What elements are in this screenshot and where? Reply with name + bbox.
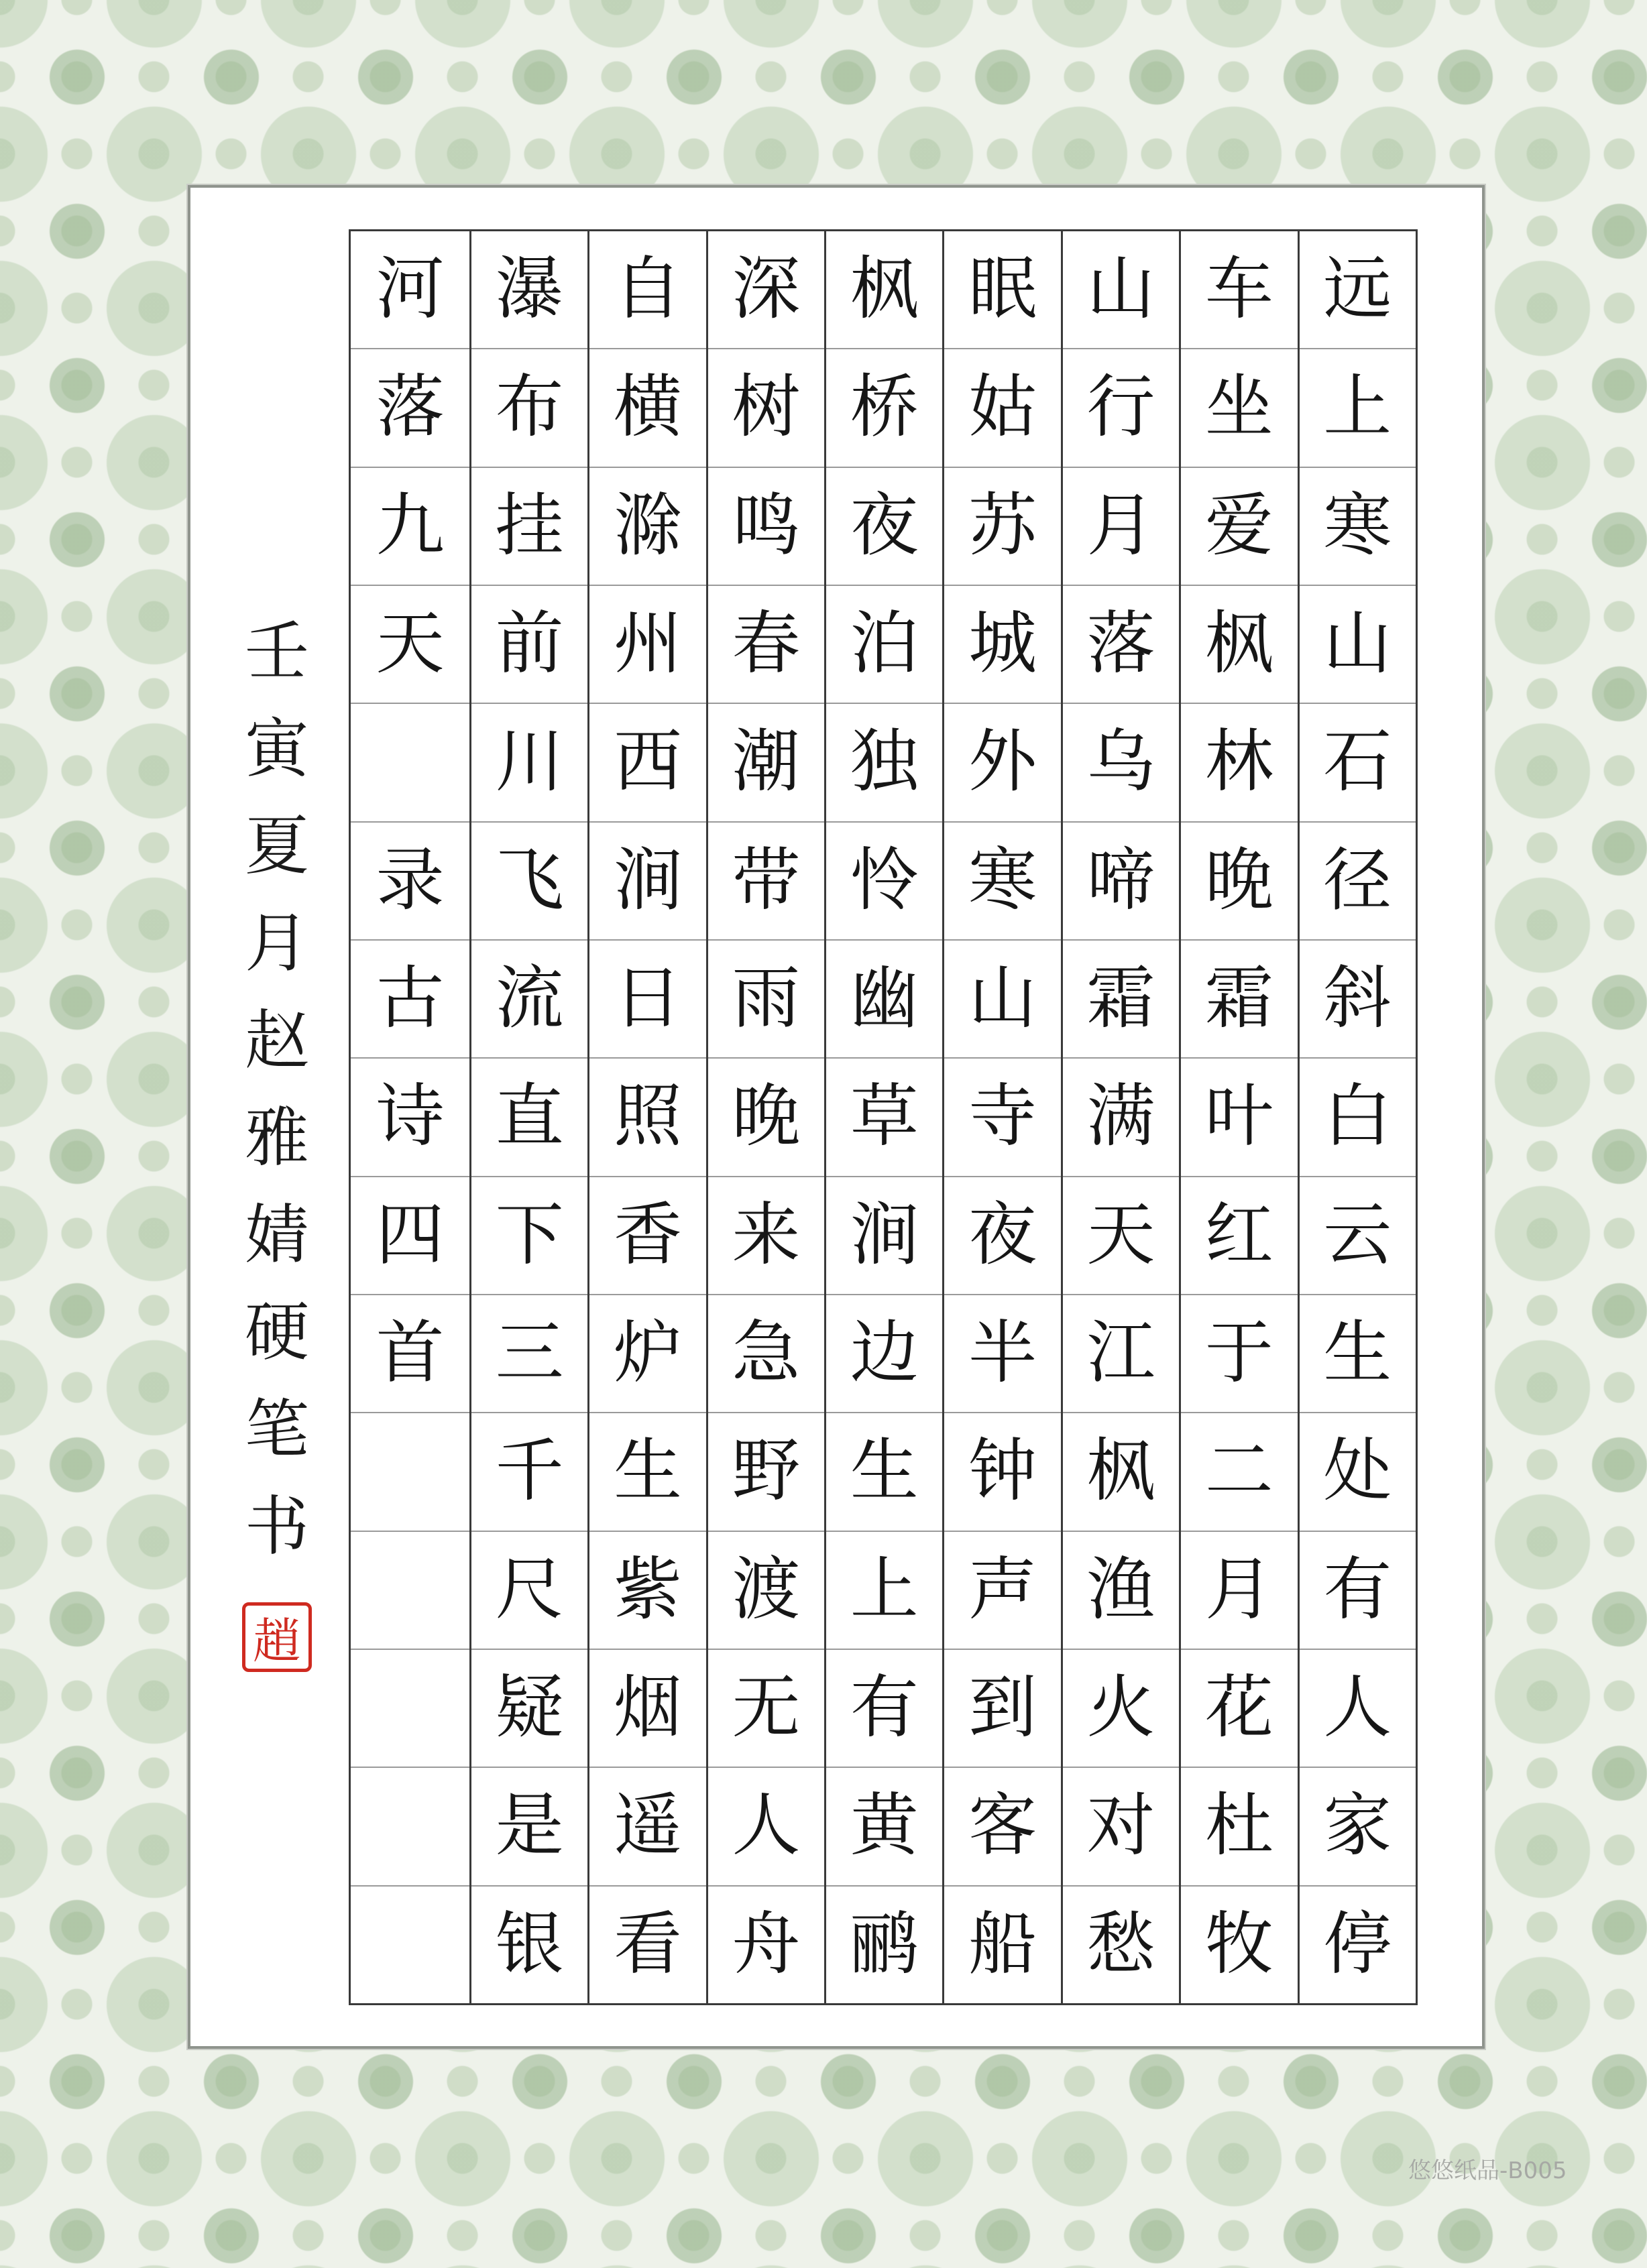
grid-cell: 车 (1204, 249, 1273, 330)
grid-cell: 舟 (708, 1885, 824, 2003)
grid-cell: 潮 (708, 703, 824, 821)
grid-cell (351, 1412, 469, 1530)
grid-cell: 晚 (708, 1057, 824, 1175)
grid-cell: 乌 (1063, 703, 1179, 821)
grid-cell: 幽 (826, 939, 942, 1057)
signature-char: 壬 (245, 614, 309, 689)
grid-cell: 急 (708, 1294, 824, 1412)
signature-char: 雅 (245, 1100, 309, 1175)
grid-cell: 河 (376, 249, 445, 330)
grid-cell: 树 (708, 348, 824, 466)
grid-cell: 叶 (1181, 1057, 1297, 1175)
grid-cell: 花 (1181, 1649, 1297, 1767)
grid-cell: 千 (471, 1412, 587, 1530)
grid-cell: 带 (708, 821, 824, 939)
grid-column (824, 231, 942, 2003)
grid-cell: 银 (471, 1885, 587, 2003)
grid-cell: 家 (1300, 1767, 1416, 1885)
grid-column (1298, 231, 1416, 2003)
paper-frame (188, 185, 1485, 2049)
signature-char: 赵 (245, 1003, 309, 1078)
grid-cell: 飞 (471, 821, 587, 939)
grid-cell: 寒 (944, 821, 1060, 939)
grid-cell: 钟 (944, 1412, 1060, 1530)
grid-cell: 滁 (589, 467, 705, 585)
signature-column (233, 603, 321, 1672)
signature-char: 寅 (245, 711, 309, 786)
grid-column (942, 231, 1060, 2003)
grid-cell: 径 (1300, 821, 1416, 939)
grid-cell: 啼 (1063, 821, 1179, 939)
grid-cell: 无 (708, 1649, 824, 1767)
grid-cell: 愁 (1063, 1885, 1179, 2003)
grid-cell: 月 (1063, 467, 1179, 585)
grid-cell: 直 (471, 1057, 587, 1175)
grid-cell: 江 (1063, 1294, 1179, 1412)
grid-cell: 枫 (850, 249, 919, 330)
grid-cell (351, 1885, 469, 2003)
grid-cell: 尺 (471, 1531, 587, 1649)
grid-cell: 鸣 (708, 467, 824, 585)
grid-cell: 姑 (944, 348, 1060, 466)
grid-cell: 寒 (1300, 467, 1416, 585)
grid-cell: 于 (1181, 1294, 1297, 1412)
grid-column (706, 231, 824, 2003)
grid-cell: 人 (708, 1767, 824, 1885)
grid-cell: 日 (589, 939, 705, 1057)
grid-cell (351, 1767, 469, 1885)
grid-cell: 九 (351, 467, 469, 585)
grid-cell: 瀑 (495, 249, 564, 330)
grid-cell: 深 (732, 249, 801, 330)
grid-cell: 晚 (1181, 821, 1297, 939)
grid-cell: 落 (1063, 585, 1179, 703)
grid-cell: 诗 (351, 1057, 469, 1175)
grid-cell: 自 (613, 249, 682, 330)
grid-cell: 二 (1181, 1412, 1297, 1530)
grid-cell: 眠 (968, 249, 1037, 330)
grid-cell: 行 (1063, 348, 1179, 466)
grid-cell: 到 (944, 1649, 1060, 1767)
grid-cell: 独 (826, 703, 942, 821)
grid-cell: 人 (1300, 1649, 1416, 1767)
grid-cell: 前 (471, 585, 587, 703)
grid-cell: 首 (351, 1294, 469, 1412)
grid-cell: 天 (351, 585, 469, 703)
grid-cell: 山 (944, 939, 1060, 1057)
grid-cell: 满 (1063, 1057, 1179, 1175)
grid-cell: 上 (1300, 348, 1416, 466)
grid-cell: 流 (471, 939, 587, 1057)
grid-cell: 月 (1181, 1531, 1297, 1649)
grid-cell: 是 (471, 1767, 587, 1885)
grid-cell: 枫 (1181, 585, 1297, 703)
grid-cell: 三 (471, 1294, 587, 1412)
grid-cell: 照 (589, 1057, 705, 1175)
grid-cell: 古 (351, 939, 469, 1057)
grid-cell: 雨 (708, 939, 824, 1057)
grid-cell: 石 (1300, 703, 1416, 821)
grid-cell: 鹂 (826, 1885, 942, 2003)
grid-cell: 外 (944, 703, 1060, 821)
grid-cell: 涧 (589, 821, 705, 939)
grid-cell: 香 (589, 1176, 705, 1294)
grid-cell: 怜 (826, 821, 942, 939)
grid-cell: 城 (944, 585, 1060, 703)
grid-cell: 船 (944, 1885, 1060, 2003)
grid-cell: 录 (351, 821, 469, 939)
grid-cell: 火 (1063, 1649, 1179, 1767)
grid-cell: 涧 (826, 1176, 942, 1294)
grid-column (469, 231, 587, 2003)
calligraphy-grid (349, 229, 1418, 2005)
grid-cell: 夜 (944, 1176, 1060, 1294)
grid-cell: 夜 (826, 467, 942, 585)
grid-cell: 霜 (1063, 939, 1179, 1057)
signature-char: 笔 (245, 1392, 309, 1467)
grid-column (1061, 231, 1179, 2003)
grid-column (587, 231, 705, 2003)
grid-cell: 有 (826, 1649, 942, 1767)
signature-char: 书 (245, 1489, 309, 1564)
grid-cell (351, 1531, 469, 1649)
grid-cell: 寺 (944, 1057, 1060, 1175)
grid-cell: 白 (1300, 1057, 1416, 1175)
grid-cell: 牧 (1181, 1885, 1297, 2003)
grid-cell: 四 (351, 1176, 469, 1294)
grid-column (351, 231, 469, 2003)
grid-cell: 挂 (471, 467, 587, 585)
grid-cell: 看 (589, 1885, 705, 2003)
grid-cell: 桥 (826, 348, 942, 466)
grid-cell: 布 (471, 348, 587, 466)
grid-cell: 苏 (944, 467, 1060, 585)
grid-cell: 生 (1300, 1294, 1416, 1412)
grid-cell: 停 (1300, 1885, 1416, 2003)
grid-cell: 有 (1300, 1531, 1416, 1649)
grid-cell: 渡 (708, 1531, 824, 1649)
watermark: 悠悠纸品-B005 (1408, 2157, 1567, 2184)
grid-cell: 边 (826, 1294, 942, 1412)
grid-cell: 紫 (589, 1531, 705, 1649)
grid-cell: 爱 (1181, 467, 1297, 585)
grid-cell: 处 (1300, 1412, 1416, 1530)
grid-cell: 云 (1300, 1176, 1416, 1294)
grid-cell: 疑 (471, 1649, 587, 1767)
grid-cell: 州 (589, 585, 705, 703)
grid-cell (351, 1649, 469, 1767)
grid-cell: 声 (944, 1531, 1060, 1649)
grid-cell: 天 (1063, 1176, 1179, 1294)
grid-cell: 山 (1086, 249, 1155, 330)
grid-cell: 客 (944, 1767, 1060, 1885)
grid-cell: 西 (589, 703, 705, 821)
grid-cell: 霜 (1181, 939, 1297, 1057)
grid-cell: 杜 (1181, 1767, 1297, 1885)
grid-cell (351, 703, 469, 821)
signature-char: 月 (245, 906, 309, 981)
grid-cell: 斜 (1300, 939, 1416, 1057)
signature-char: 硬 (245, 1295, 309, 1370)
grid-cell: 来 (708, 1176, 824, 1294)
grid-cell: 烟 (589, 1649, 705, 1767)
grid-cell: 炉 (589, 1294, 705, 1412)
grid-cell: 半 (944, 1294, 1060, 1412)
grid-cell: 春 (708, 585, 824, 703)
grid-cell: 枫 (1063, 1412, 1179, 1530)
grid-cell: 坐 (1181, 348, 1297, 466)
grid-cell: 山 (1300, 585, 1416, 703)
signature-char: 夏 (245, 809, 309, 884)
grid-cell: 遥 (589, 1767, 705, 1885)
signature-char: 婧 (245, 1197, 309, 1272)
red-seal-stamp: 趙 (242, 1602, 312, 1672)
grid-cell: 对 (1063, 1767, 1179, 1885)
grid-cell: 下 (471, 1176, 587, 1294)
grid-cell: 横 (589, 348, 705, 466)
grid-cell: 泊 (826, 585, 942, 703)
grid-cell: 草 (826, 1057, 942, 1175)
grid-cell: 渔 (1063, 1531, 1179, 1649)
grid-cell: 红 (1181, 1176, 1297, 1294)
grid-cell: 上 (826, 1531, 942, 1649)
grid-cell: 远 (1323, 249, 1392, 330)
grid-cell: 林 (1181, 703, 1297, 821)
grid-cell: 黄 (826, 1767, 942, 1885)
grid-cell: 川 (471, 703, 587, 821)
grid-cell: 落 (351, 348, 469, 466)
grid-cell: 生 (589, 1412, 705, 1530)
grid-column (1179, 231, 1297, 2003)
grid-cell: 野 (708, 1412, 824, 1530)
grid-cell: 生 (826, 1412, 942, 1530)
